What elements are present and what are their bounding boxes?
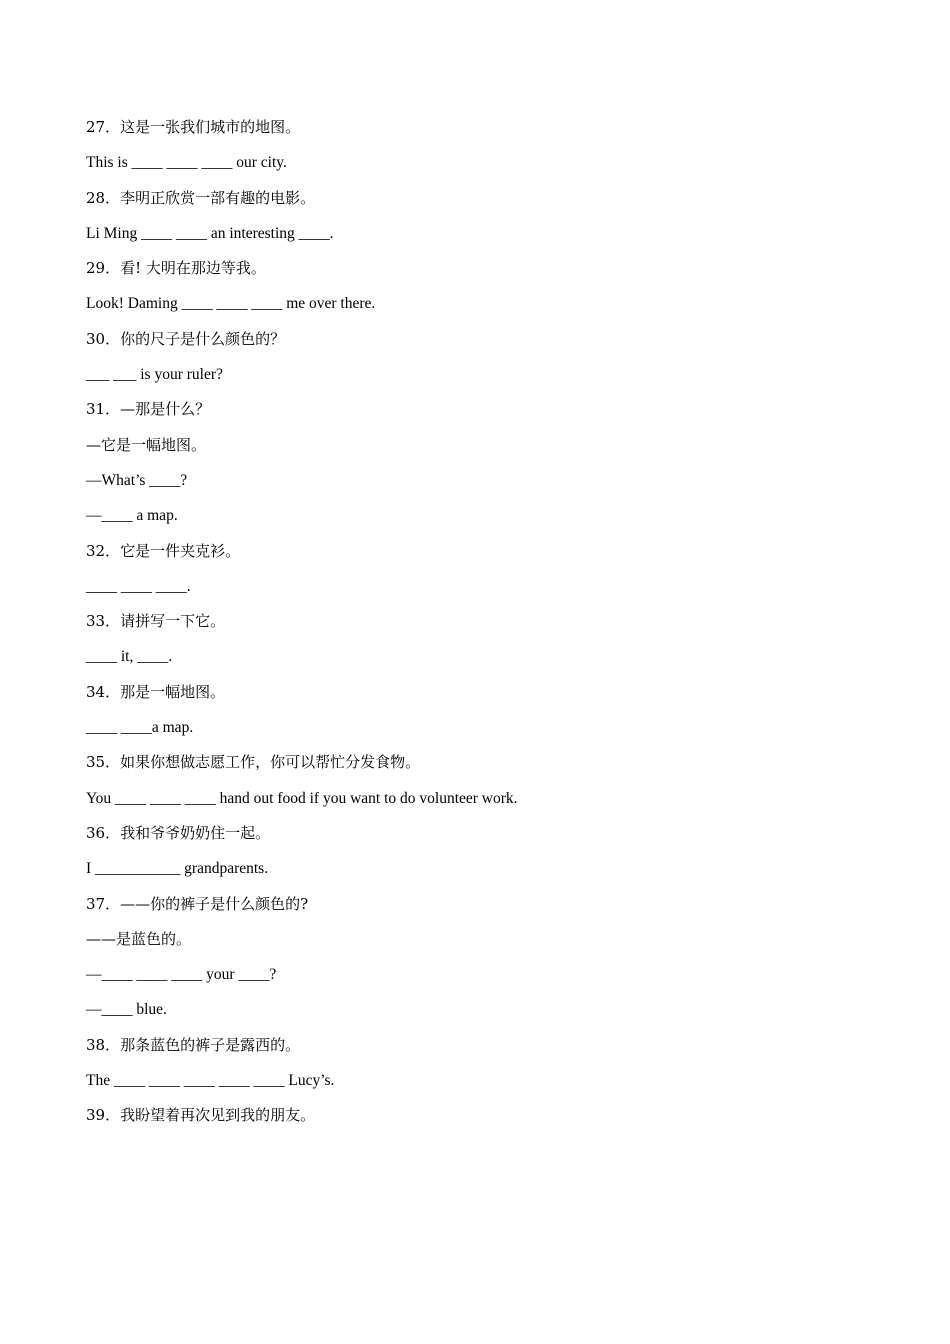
question-28-answer-line: Li Ming ____ ____ an interesting ____. xyxy=(86,224,334,242)
question-37-reply-zh: ——是蓝色的。 xyxy=(86,929,192,948)
question-31-reply-zh: —它是一幅地图。 xyxy=(86,435,207,454)
question-37-answer-line-2: —____ blue. xyxy=(86,1001,167,1019)
question-34-answer-line: ____ ____a map. xyxy=(86,719,194,737)
exercise-page xyxy=(86,110,886,1134)
question-38-answer-line: The ____ ____ ____ ____ ____ Lucy’s. xyxy=(86,1072,335,1090)
question-31-answer-line-1: —What’s ____? xyxy=(86,471,188,489)
question-27-prompt: 27．这是一张我们城市的地图。 xyxy=(86,118,301,136)
question-36-prompt: 36．我和爷爷奶奶住一起。 xyxy=(86,823,271,842)
question-31-prompt: 31．—那是什么？ xyxy=(86,400,211,419)
question-30-answer-line: ___ ___ is your ruler? xyxy=(86,366,223,384)
question-29-prompt: 29．看! 大明在那边等我。 xyxy=(86,259,266,278)
question-39-prompt: 39．我盼望着再次见到我的朋友。 xyxy=(86,1106,316,1125)
question-27-answer-line: This is ____ ____ ____ our city. xyxy=(86,154,287,172)
question-35-answer-line: You ____ ____ ____ hand out food if you want to do volunteer work. xyxy=(86,789,518,807)
question-31-answer-line-2: —____ a map. xyxy=(86,507,178,525)
question-37-answer-line-1: —____ ____ ____ your ____? xyxy=(86,966,277,984)
question-29-answer-line: Look! Daming ____ ____ ____ me over there. xyxy=(86,295,376,313)
question-38-prompt: 38．那条蓝色的裤子是露西的。 xyxy=(86,1035,301,1054)
question-32-prompt: 32．它是一件夹克衫。 xyxy=(86,541,241,560)
question-32-answer-line: ____ ____ ____. xyxy=(86,577,191,595)
question-35-prompt: 35．如果你想做志愿工作，你可以帮忙分发食物。 xyxy=(86,753,421,772)
question-33-prompt: 33．请拼写一下它。 xyxy=(86,612,226,631)
question-34-prompt: 34．那是一幅地图。 xyxy=(86,682,226,701)
question-36-answer-line: I ___________ grandparents. xyxy=(86,860,269,878)
question-33-answer-line: ____ it, ____. xyxy=(86,648,173,666)
question-30-prompt: 30．你的尺子是什么颜色的？ xyxy=(86,329,286,348)
question-37-prompt: 37．——你的裤子是什么颜色的? xyxy=(86,894,309,913)
question-28-prompt: 28．李明正欣赏一部有趣的电影。 xyxy=(86,188,316,207)
